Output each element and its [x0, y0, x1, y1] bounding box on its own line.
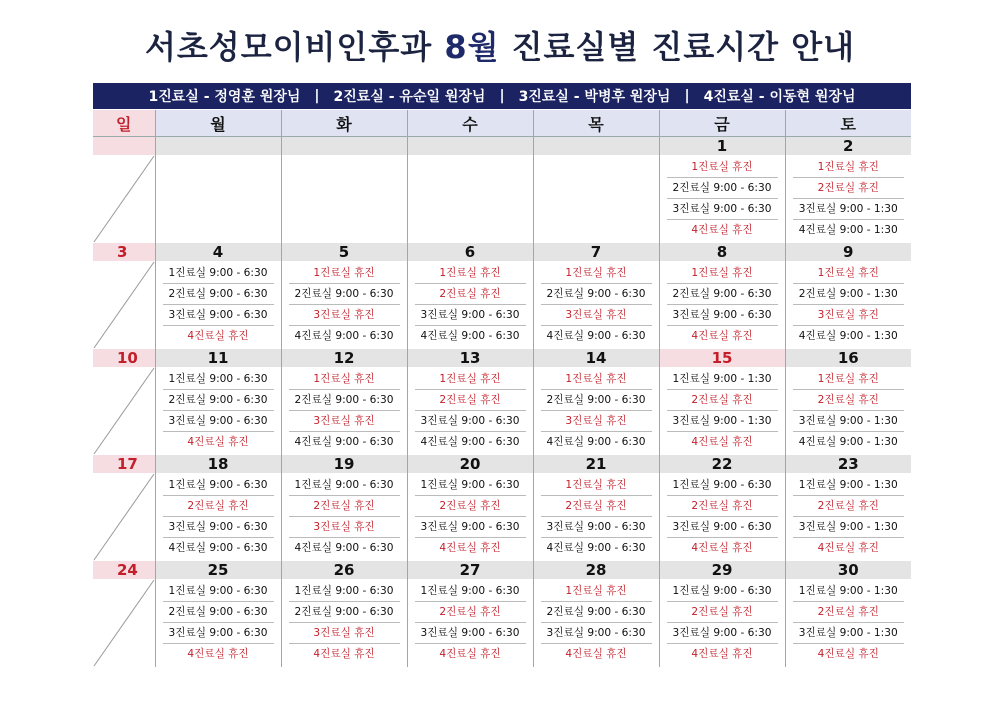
- weekday-tue: 화: [281, 110, 407, 137]
- calendar-table: [93, 110, 911, 667]
- divider: |: [499, 88, 505, 104]
- day-schedule-cell: [659, 473, 785, 561]
- day-schedule-cell: [533, 155, 659, 243]
- room-hours-entry: 2진료실 9:00 - 6:30: [163, 284, 274, 305]
- room-closed-entry: 2진료실 휴진: [793, 178, 905, 199]
- day-schedule-cell: [785, 367, 911, 455]
- room-closed-entry: 1진료실 휴진: [793, 263, 905, 284]
- room-closed-entry: 4진료실 휴진: [187, 648, 249, 660]
- room-closed-entry: 4진료실 휴진: [691, 436, 753, 448]
- room-closed-entry: 4진료실 휴진: [817, 542, 879, 554]
- room-closed-entry: 1진료실 휴진: [415, 369, 526, 390]
- room-hours-entry: 1진료실 9:00 - 6:30: [163, 475, 274, 496]
- room-closed-entry: 2진료실 휴진: [667, 390, 778, 411]
- date-number: 27: [407, 561, 533, 579]
- room-closed-entry: 1진료실 휴진: [793, 369, 905, 390]
- weekday-sat: 토: [785, 110, 911, 137]
- room-closed-entry: 2진료실 휴진: [793, 390, 905, 411]
- date-number: 23: [785, 455, 911, 473]
- room-closed-entry: 4진료실 휴진: [187, 330, 249, 342]
- date-number: 17: [93, 455, 155, 473]
- day-schedule-cell: [155, 367, 281, 455]
- room-hours-entry: 2진료실 9:00 - 6:30: [289, 284, 400, 305]
- closed-slash: [93, 367, 155, 455]
- day-schedule-cell: [533, 579, 659, 667]
- date-number: [407, 137, 533, 156]
- day-schedule-cell: [785, 261, 911, 349]
- date-number: 10: [93, 349, 155, 367]
- room-hours-entry: 4진료실 9:00 - 6:30: [546, 436, 646, 448]
- date-number: 22: [659, 455, 785, 473]
- empty-day: [156, 157, 281, 243]
- divider: |: [684, 88, 690, 104]
- room-hours-entry: 1진료실 9:00 - 6:30: [289, 581, 400, 602]
- room-hours-entry: 4진료실 9:00 - 6:30: [294, 542, 394, 554]
- sunday-closed-cell: [93, 579, 155, 667]
- room-hours-entry: 4진료실 9:00 - 1:30: [798, 436, 898, 448]
- date-number: 19: [281, 455, 407, 473]
- room-hours-entry: 3진료실 9:00 - 6:30: [667, 305, 778, 326]
- room-hours-entry: 3진료실 9:00 - 6:30: [541, 517, 652, 538]
- room-hours-entry: 3진료실 9:00 - 6:30: [163, 623, 274, 644]
- room-closed-entry: 4진료실 휴진: [691, 648, 753, 660]
- room-hours-entry: 2진료실 9:00 - 6:30: [163, 390, 274, 411]
- date-number: 21: [533, 455, 659, 473]
- room-closed-entry: 1진료실 휴진: [541, 369, 652, 390]
- doctor-room-2: 2진료실 - 유순일 원장님: [333, 89, 486, 105]
- week-schedule-row: [93, 261, 911, 349]
- day-schedule-cell: [281, 261, 407, 349]
- day-schedule-cell: [407, 367, 533, 455]
- room-hours-entry: 1진료실 9:00 - 6:30: [667, 475, 778, 496]
- room-hours-entry: 1진료실 9:00 - 6:30: [415, 581, 526, 602]
- date-number: [533, 137, 659, 156]
- date-number: 18: [155, 455, 281, 473]
- date-number: 2: [785, 137, 911, 156]
- room-closed-entry: 4진료실 휴진: [817, 648, 879, 660]
- divider: |: [314, 88, 320, 104]
- room-closed-entry: 1진료실 휴진: [667, 263, 778, 284]
- date-number: 4: [155, 243, 281, 261]
- date-number: 3: [93, 243, 155, 261]
- room-closed-entry: 1진료실 휴진: [541, 475, 652, 496]
- room-closed-entry: 3진료실 휴진: [289, 411, 400, 432]
- doctor-banner: [93, 83, 911, 109]
- empty-day: [282, 157, 407, 243]
- room-hours-entry: 3진료실 9:00 - 6:30: [415, 517, 526, 538]
- empty-day: [534, 157, 659, 243]
- date-number: 30: [785, 561, 911, 579]
- room-closed-entry: 1진료실 휴진: [667, 157, 778, 178]
- room-hours-entry: 3진료실 9:00 - 6:30: [415, 623, 526, 644]
- room-closed-entry: 1진료실 휴진: [289, 263, 400, 284]
- date-number: 15: [659, 349, 785, 367]
- weekday-header-row: [93, 110, 911, 137]
- room-hours-entry: 3진료실 9:00 - 6:30: [667, 623, 778, 644]
- room-closed-entry: 2진료실 휴진: [415, 496, 526, 517]
- room-hours-entry: 2진료실 9:00 - 6:30: [289, 602, 400, 623]
- room-hours-entry: 1진료실 9:00 - 6:30: [163, 369, 274, 390]
- room-closed-entry: 4진료실 휴진: [691, 330, 753, 342]
- page-title: [0, 22, 1000, 68]
- sunday-closed-cell: [93, 155, 155, 243]
- room-hours-entry: 3진료실 9:00 - 1:30: [793, 517, 905, 538]
- date-number: 24: [93, 561, 155, 579]
- date-number: 29: [659, 561, 785, 579]
- room-hours-entry: 4진료실 9:00 - 6:30: [294, 436, 394, 448]
- week-date-row: [93, 455, 911, 473]
- weekday-wed: 수: [407, 110, 533, 137]
- day-schedule-cell: [155, 473, 281, 561]
- room-closed-entry: 3진료실 휴진: [289, 623, 400, 644]
- room-closed-entry: 4진료실 휴진: [313, 648, 375, 660]
- month-label: 8월: [444, 28, 500, 66]
- room-hours-entry: 4진료실 9:00 - 1:30: [798, 330, 898, 342]
- room-hours-entry: 1진료실 9:00 - 6:30: [415, 475, 526, 496]
- room-closed-entry: 1진료실 휴진: [793, 157, 905, 178]
- room-hours-entry: 2진료실 9:00 - 1:30: [793, 284, 905, 305]
- closed-slash: [93, 579, 155, 667]
- room-hours-entry: 3진료실 9:00 - 1:30: [667, 411, 778, 432]
- day-schedule-cell: [407, 579, 533, 667]
- day-schedule-cell: [659, 261, 785, 349]
- date-number: 28: [533, 561, 659, 579]
- day-schedule-cell: [155, 261, 281, 349]
- date-number: 13: [407, 349, 533, 367]
- room-hours-entry: 4진료실 9:00 - 6:30: [294, 330, 394, 342]
- room-closed-entry: 1진료실 휴진: [541, 263, 652, 284]
- day-schedule-cell: [533, 473, 659, 561]
- room-closed-entry: 2진료실 휴진: [289, 496, 400, 517]
- room-closed-entry: 2진료실 휴진: [415, 602, 526, 623]
- date-number: 14: [533, 349, 659, 367]
- date-number: 26: [281, 561, 407, 579]
- room-hours-entry: 1진료실 9:00 - 6:30: [163, 263, 274, 284]
- date-number: 8: [659, 243, 785, 261]
- date-number: 25: [155, 561, 281, 579]
- day-schedule-cell: [407, 261, 533, 349]
- room-hours-entry: 4진료실 9:00 - 6:30: [546, 542, 646, 554]
- week-date-row: [93, 137, 911, 156]
- room-hours-entry: 2진료실 9:00 - 6:30: [667, 178, 778, 199]
- doctor-room-3: 3진료실 - 박병후 원장님: [518, 89, 671, 105]
- date-number: 6: [407, 243, 533, 261]
- day-schedule-cell: [281, 367, 407, 455]
- room-hours-entry: 3진료실 9:00 - 1:30: [793, 199, 905, 220]
- sunday-closed-cell: [93, 473, 155, 561]
- doctor-room-1: 1진료실 - 정영훈 원장님: [148, 89, 301, 105]
- room-hours-entry: 4진료실 9:00 - 6:30: [420, 436, 520, 448]
- room-hours-entry: 3진료실 9:00 - 6:30: [667, 517, 778, 538]
- day-schedule-cell: [533, 261, 659, 349]
- room-hours-entry: 1진료실 9:00 - 6:30: [289, 475, 400, 496]
- room-closed-entry: 1진료실 휴진: [415, 263, 526, 284]
- room-hours-entry: 2진료실 9:00 - 6:30: [541, 390, 652, 411]
- empty-day: [408, 157, 533, 243]
- room-closed-entry: 4진료실 휴진: [187, 436, 249, 448]
- room-hours-entry: 4진료실 9:00 - 6:30: [420, 330, 520, 342]
- date-number: 7: [533, 243, 659, 261]
- title-rest: 진료실별 진료시간 안내: [511, 28, 856, 66]
- date-number: [93, 137, 155, 156]
- room-hours-entry: 1진료실 9:00 - 1:30: [793, 581, 905, 602]
- date-number: 9: [785, 243, 911, 261]
- room-hours-entry: 3진료실 9:00 - 1:30: [793, 411, 905, 432]
- room-hours-entry: 3진료실 9:00 - 6:30: [667, 199, 778, 220]
- day-schedule-cell: [407, 155, 533, 243]
- room-hours-entry: 2진료실 9:00 - 6:30: [289, 390, 400, 411]
- date-number: 20: [407, 455, 533, 473]
- room-closed-entry: 4진료실 휴진: [439, 648, 501, 660]
- room-hours-entry: 4진료실 9:00 - 6:30: [546, 330, 646, 342]
- date-number: 12: [281, 349, 407, 367]
- day-schedule-cell: [155, 155, 281, 243]
- room-hours-entry: 1진료실 9:00 - 6:30: [667, 581, 778, 602]
- room-hours-entry: 2진료실 9:00 - 6:30: [163, 602, 274, 623]
- room-closed-entry: 2진료실 휴진: [667, 602, 778, 623]
- date-number: 5: [281, 243, 407, 261]
- room-closed-entry: 2진료실 휴진: [415, 284, 526, 305]
- room-closed-entry: 1진료실 휴진: [289, 369, 400, 390]
- day-schedule-cell: [533, 367, 659, 455]
- weekday-sun: 일: [93, 110, 155, 137]
- day-schedule-cell: [281, 579, 407, 667]
- day-schedule-cell: [407, 473, 533, 561]
- day-schedule-cell: [659, 367, 785, 455]
- room-closed-entry: 2진료실 휴진: [793, 496, 905, 517]
- room-closed-entry: 4진료실 휴진: [691, 224, 753, 236]
- day-schedule-cell: [659, 155, 785, 243]
- week-schedule-row: [93, 367, 911, 455]
- weekday-mon: 월: [155, 110, 281, 137]
- day-schedule-cell: [281, 155, 407, 243]
- week-date-row: [93, 561, 911, 579]
- room-hours-entry: 1진료실 9:00 - 1:30: [667, 369, 778, 390]
- week-date-row: [93, 349, 911, 367]
- room-closed-entry: 2진료실 휴진: [541, 496, 652, 517]
- room-closed-entry: 3진료실 휴진: [541, 305, 652, 326]
- day-schedule-cell: [659, 579, 785, 667]
- closed-slash: [93, 261, 155, 349]
- room-closed-entry: 3진료실 휴진: [289, 517, 400, 538]
- room-hours-entry: 3진료실 9:00 - 6:30: [163, 517, 274, 538]
- room-closed-entry: 2진료실 휴진: [793, 602, 905, 623]
- day-schedule-cell: [785, 473, 911, 561]
- room-hours-entry: 2진료실 9:00 - 6:30: [541, 284, 652, 305]
- week-schedule-row: [93, 473, 911, 561]
- room-hours-entry: 1진료실 9:00 - 6:30: [163, 581, 274, 602]
- room-hours-entry: 3진료실 9:00 - 6:30: [163, 411, 274, 432]
- day-schedule-cell: [785, 579, 911, 667]
- room-closed-entry: 3진료실 휴진: [289, 305, 400, 326]
- day-schedule-cell: [281, 473, 407, 561]
- room-closed-entry: 2진료실 휴진: [415, 390, 526, 411]
- date-number: 1: [659, 137, 785, 156]
- room-closed-entry: 3진료실 휴진: [793, 305, 905, 326]
- room-closed-entry: 2진료실 휴진: [163, 496, 274, 517]
- room-hours-entry: 3진료실 9:00 - 6:30: [415, 411, 526, 432]
- room-closed-entry: 2진료실 휴진: [667, 496, 778, 517]
- week-schedule-row: [93, 155, 911, 243]
- day-schedule-cell: [155, 579, 281, 667]
- room-hours-entry: 3진료실 9:00 - 6:30: [541, 623, 652, 644]
- room-closed-entry: 4진료실 휴진: [691, 542, 753, 554]
- date-number: [281, 137, 407, 156]
- room-hours-entry: 4진료실 9:00 - 6:30: [168, 542, 268, 554]
- closed-slash: [93, 473, 155, 561]
- weekday-fri: 금: [659, 110, 785, 137]
- date-number: 16: [785, 349, 911, 367]
- sunday-closed-cell: [93, 367, 155, 455]
- room-hours-entry: 3진료실 9:00 - 6:30: [163, 305, 274, 326]
- date-number: 11: [155, 349, 281, 367]
- sunday-closed-cell: [93, 261, 155, 349]
- doctor-room-4: 4진료실 - 이동현 원장님: [703, 89, 856, 105]
- room-closed-entry: 4진료실 휴진: [439, 542, 501, 554]
- room-hours-entry: 2진료실 9:00 - 6:30: [541, 602, 652, 623]
- room-hours-entry: 4진료실 9:00 - 1:30: [798, 224, 898, 236]
- room-closed-entry: 1진료실 휴진: [541, 581, 652, 602]
- room-closed-entry: 4진료실 휴진: [565, 648, 627, 660]
- closed-slash: [93, 155, 155, 243]
- room-hours-entry: 1진료실 9:00 - 1:30: [793, 475, 905, 496]
- week-date-row: [93, 243, 911, 261]
- room-hours-entry: 3진료실 9:00 - 1:30: [793, 623, 905, 644]
- room-closed-entry: 3진료실 휴진: [541, 411, 652, 432]
- room-hours-entry: 2진료실 9:00 - 6:30: [667, 284, 778, 305]
- date-number: [155, 137, 281, 156]
- clinic-name: 서초성모이비인후과: [144, 28, 433, 66]
- week-schedule-row: [93, 579, 911, 667]
- room-hours-entry: 3진료실 9:00 - 6:30: [415, 305, 526, 326]
- weekday-thu: 목: [533, 110, 659, 137]
- day-schedule-cell: [785, 155, 911, 243]
